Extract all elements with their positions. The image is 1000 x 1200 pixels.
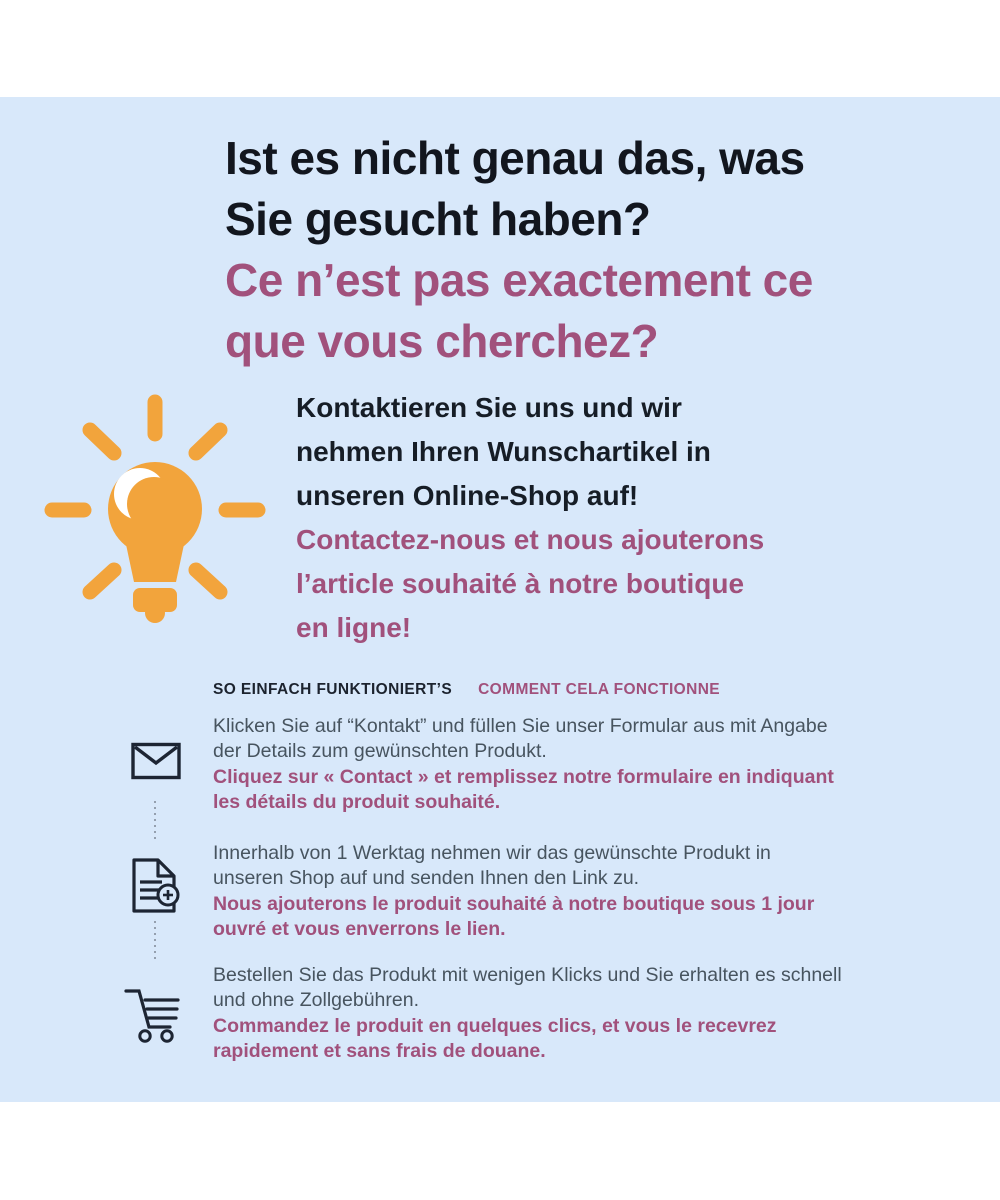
lightbulb-icon: [42, 392, 268, 632]
step3-de-line2: und ohne Zollgebühren.: [213, 989, 419, 1012]
headline-de-line2: Sie gesucht haben?: [225, 193, 651, 245]
step-2: [213, 841, 973, 943]
step-3: [213, 963, 973, 1065]
headline: [225, 128, 813, 372]
dotted-connector-1: [154, 801, 156, 839]
headline-fr-line1: Ce n’est pas exactement ce: [225, 254, 813, 306]
step2-de-line2: unseren Shop auf und senden Ihnen den Link zu.: [213, 867, 640, 890]
headline-fr-line2: que vous cherchez?: [225, 315, 659, 367]
step-1: [213, 714, 973, 816]
intro-fr-line1: Contactez-nous et nous ajouterons: [296, 524, 765, 555]
how-it-works-header: [213, 681, 720, 699]
how-it-works-title-fr: COMMENT CELA FONCTIONNE: [478, 681, 721, 698]
intro-fr-line3: en ligne!: [296, 612, 412, 643]
step2-de-line1: Innerhalb von 1 Werktag nehmen wir das gewünschte Produkt in: [213, 842, 771, 864]
shopping-cart-icon: [122, 985, 182, 1048]
step3-fr-line2: rapidement et sans frais de douane.: [213, 1040, 546, 1063]
headline-de-line1: Ist es nicht genau das, was: [225, 132, 805, 184]
document-add-icon: [127, 858, 181, 919]
step3-de-line1: Bestellen Sie das Produkt mit wenigen Klicks und Sie erhalten es schnell: [213, 964, 842, 986]
step2-fr-line2: ouvré et vous enverrons le lien.: [213, 918, 506, 941]
envelope-icon: [131, 742, 181, 785]
step3-fr-line1: Commandez le produit en quelques clics, et vous le recevrez: [213, 1014, 777, 1037]
intro-fr-line2: l’article souhaité à notre boutique: [296, 568, 745, 599]
intro-paragraph: [296, 386, 764, 650]
intro-de-line1: Kontaktieren Sie uns und wir: [296, 392, 682, 423]
intro-de-line3: unseren Online-Shop auf!: [296, 480, 639, 511]
step1-fr-line1: Cliquez sur « Contact » et remplissez notre formulaire en indiquant: [213, 765, 834, 788]
step1-fr-line2: les détails du produit souhaité.: [213, 791, 501, 814]
dotted-connector-2: [154, 921, 156, 961]
step1-de-line1: Klicken Sie auf “Kontakt” und füllen Sie unser Formular aus mit Angabe: [213, 715, 828, 737]
step2-fr-line1: Nous ajouterons le produit souhaité à notre boutique sous 1 jour: [213, 892, 815, 915]
step1-de-line2: der Details zum gewünschten Produkt.: [213, 740, 547, 763]
how-it-works-title-de: SO EINFACH FUNKTIONIERT’S: [213, 681, 453, 698]
intro-de-line2: nehmen Ihren Wunschartikel in: [296, 436, 711, 467]
